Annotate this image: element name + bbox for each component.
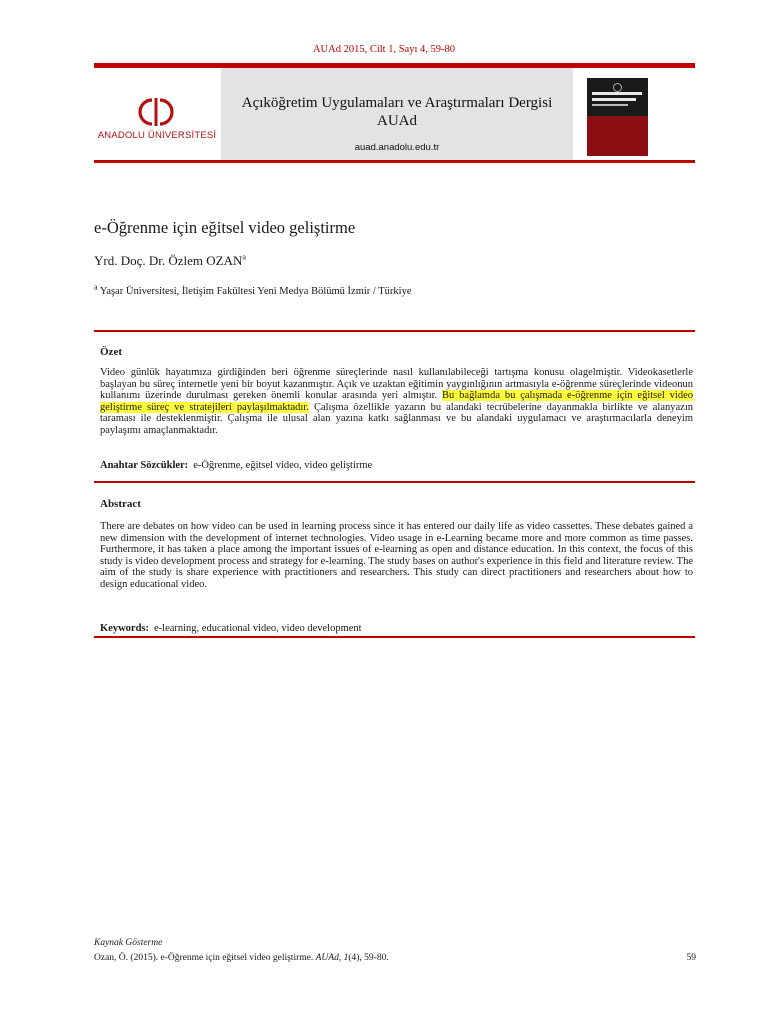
- author-line: [94, 253, 246, 269]
- abstract-keywords-label: Keywords:: [100, 623, 149, 634]
- divider: [94, 330, 695, 332]
- cover-title-line: [592, 92, 642, 95]
- journal-title: [221, 94, 573, 130]
- divider: [94, 481, 695, 483]
- author-sup: a: [242, 252, 246, 262]
- journal-title-box: [221, 68, 573, 160]
- ozet-keywords-text: e-Öğrenme, eğitsel video, video geliştirme: [193, 460, 373, 471]
- journal-title-line2: AUAd: [377, 113, 417, 129]
- journal-header: [94, 63, 695, 163]
- affiliation-text: Yaşar Üniversitesi, İletişim Fakültesi Yeni Medya Bölümü İzmir / Türkiye: [99, 286, 412, 297]
- university-name: ANADOLU ÜNİVERSİTESİ: [97, 130, 217, 141]
- anadolu-logo-icon: [138, 97, 174, 127]
- journal-citation: AUAd 2015, Cilt 1, Sayı 4, 59-80: [312, 44, 456, 55]
- affiliation-sup: a: [94, 282, 98, 292]
- author-name: Yrd. Doç. Dr. Özlem OZAN: [94, 253, 243, 268]
- cover-title-line: [592, 104, 628, 106]
- ozet-text-part: Çalışma özellikle yazarın bu alandaki tecrübelerine dayanmakla birlikte ve alanyazın taraması ile desteklenmiştir. Çalışma ile ulusal alan yazına katkı sağlanması ve bu alandaki uygulamacı ve araştırmacılarla deneyim paylaşımı amaçlanmaktadır.: [100, 401, 693, 436]
- ozet-text-part: Video günlük hayatımıza girdiğinden beri öğrenme süreçlerinde nasıl kullanılabileceği tartışma konusu olagelmiştir. Videokasetlerle başlayan bu süreç internetle yeni bir boyut kazanmıştır. Açık ve uzaktan eğitimin yaygınlığının artmasıyla e-öğrenme süreçlerinde videonun kullanımı üzerinde durulması gereken önemli konular arasında yeri almıştır.: [100, 367, 693, 402]
- reference-journal: AUAd, 1: [315, 953, 349, 963]
- article-title: e-Öğrenme için eğitsel video geliştirme: [94, 218, 356, 237]
- affiliation-line: [94, 282, 412, 297]
- journal-url[interactable]: auad.anadolu.edu.tr: [354, 142, 440, 153]
- cover-red-band: [587, 116, 648, 156]
- cover-title-line: [592, 98, 636, 101]
- ozet-text: [100, 367, 693, 437]
- ozet-heading: Özet: [100, 346, 122, 358]
- journal-title-line1: Açıköğretim Uygulamaları ve Araştırmaları Dergisi: [241, 95, 553, 111]
- abstract-keywords-text: e-learning, educational video, video development: [154, 623, 362, 634]
- reference-issue: (4), 59-80.: [348, 953, 389, 963]
- header-bottom-bar: [94, 160, 695, 163]
- abstract-heading: Abstract: [100, 498, 141, 510]
- cover-emblem: [613, 83, 622, 92]
- ozet-keywords-label: Anahtar Sözcükler:: [100, 460, 189, 471]
- ozet-keywords: [100, 460, 372, 471]
- abstract-keywords: [100, 623, 362, 634]
- highlighted-text: Bu bağlamda bu çalışmada e-öğrenme için eğitsel video geliştirme süreç ve stratejileri paylaşılmaktadır.: [100, 390, 694, 413]
- divider: [94, 636, 695, 638]
- journal-cover-image: [587, 78, 648, 156]
- page-number: 59: [686, 953, 696, 963]
- university-logo: [94, 68, 220, 160]
- abstract-text: There are debates on how video can be used in learning process since it has entered our daily life as video cassettes. These debates gained a new dimension with the development of internet technologies. Video usage in e-Learning became more and more common as time passes. Furthermore, it has taken a place among the important issues of e-learning as open and distance education. In this context, the focus of this study is video development process and strategy for e-learning. The study bases on author's experience in this field and literature review. The aim of the study is share experience with practitioners and researchers. This study can direct practitioners and researchers about how to design educational video.: [100, 521, 693, 590]
- citation-reference: [94, 953, 389, 963]
- reference-text: Ozan, Ö. (2015). e-Öğrenme için eğitsel video geliştirme.: [94, 953, 316, 963]
- citation-label: Kaynak Gösterme: [94, 938, 163, 948]
